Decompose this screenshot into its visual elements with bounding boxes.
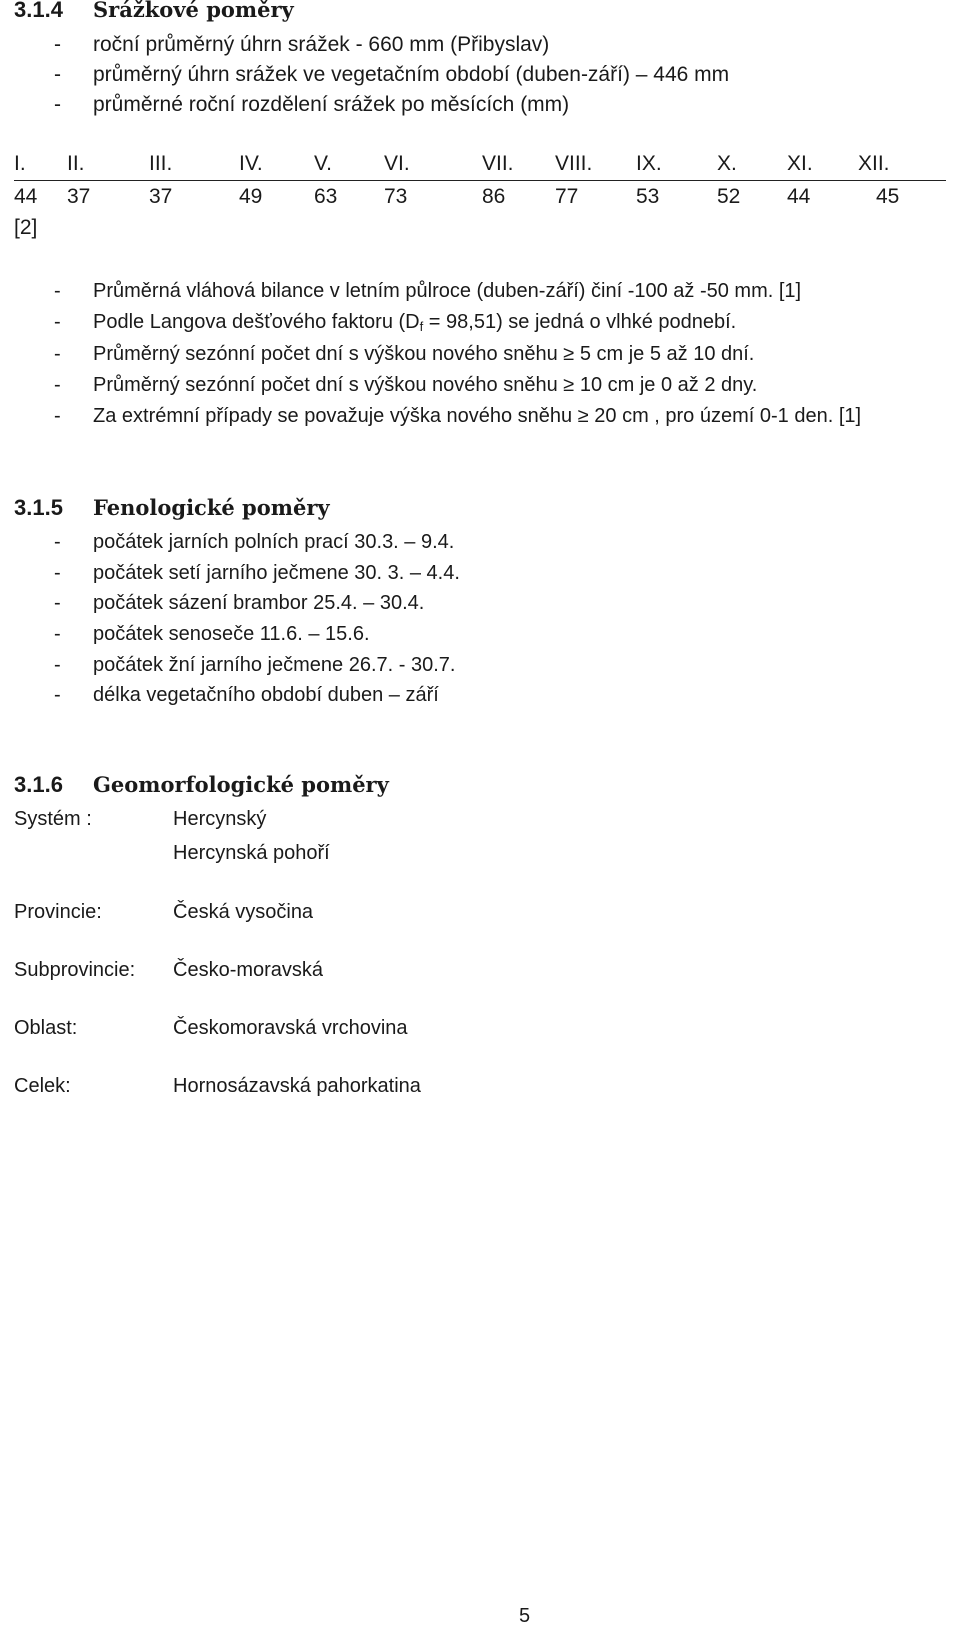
geo-label: Provincie: xyxy=(14,901,102,923)
month-value: 44 xyxy=(787,185,811,208)
month-header: II. xyxy=(67,152,85,175)
list-dash: - xyxy=(54,623,61,645)
month-header: III. xyxy=(149,152,173,175)
month-header: XI. xyxy=(787,152,813,175)
geo-label: Subprovincie: xyxy=(14,959,136,981)
page-number: 5 xyxy=(519,1605,531,1627)
list-item-text: průměrné roční rozdělení srážek po měsících (mm) xyxy=(93,93,570,116)
month-value: 45 xyxy=(876,185,900,208)
geq-symbol: ≥ xyxy=(577,405,589,427)
month-value: 37 xyxy=(67,185,91,208)
month-header: I. xyxy=(14,152,26,175)
list-dash: - xyxy=(54,562,61,584)
list-item-text: počátek sázení brambor 25.4. – 30.4. xyxy=(93,592,425,614)
section-title: Geomorfologické poměry xyxy=(93,772,389,797)
list-item-text: počátek jarních polních prací 30.3. – 9.4. xyxy=(93,531,455,553)
climate-note: Průměrný sezónní počet dní s výškou nového sněhu ≥ 5 cm je 5 až 10 dní. xyxy=(93,343,755,365)
geo-value: Hornosázavská pahorkatina xyxy=(173,1075,421,1097)
list-item-text: roční průměrný úhrn srážek - 660 mm (Přibyslav) xyxy=(93,33,550,56)
list-dash: - xyxy=(54,93,61,116)
section-number: 3.1.4 xyxy=(14,0,63,22)
section-number: 3.1.6 xyxy=(14,772,63,797)
list-item-text: počátek senoseče 11.6. – 15.6. xyxy=(93,623,370,645)
month-header: IV. xyxy=(239,152,263,175)
geq-symbol: ≥ xyxy=(563,343,575,365)
list-dash: - xyxy=(54,63,61,86)
precip-table-header xyxy=(0,149,960,179)
list-item-text: průměrný úhrn srážek ve vegetačním období (duben-září) – 446 mm xyxy=(93,63,730,86)
geo-label: Celek: xyxy=(14,1075,71,1097)
month-value: 86 xyxy=(482,185,506,208)
month-header: X. xyxy=(717,152,737,175)
list-dash: - xyxy=(54,531,61,553)
section-heading-geomorphology xyxy=(14,772,389,798)
geo-label: Oblast: xyxy=(14,1017,78,1039)
month-value: 52 xyxy=(717,185,741,208)
month-value: 77 xyxy=(555,185,579,208)
table-divider xyxy=(14,180,946,181)
month-header: VI. xyxy=(384,152,410,175)
list-dash: - xyxy=(54,33,61,56)
month-value: 73 xyxy=(384,185,408,208)
list-dash: - xyxy=(54,684,61,706)
month-header: VII. xyxy=(482,152,514,175)
list-item-text: počátek setí jarního ječmene 30. 3. – 4.4. xyxy=(93,562,460,584)
climate-note: Průměrný sezónní počet dní s výškou nového sněhu ≥ 10 cm je 0 až 2 dny. xyxy=(93,374,758,396)
climate-note: Podle Langova dešťového faktoru $(D_f = 98,51)$ se jedná o vlhké podnebí. xyxy=(93,311,737,334)
geo-value: Česko-moravská xyxy=(173,959,324,981)
month-value: 49 xyxy=(239,185,263,208)
geo-value: Českomoravská vrchovina xyxy=(173,1017,408,1039)
section-title: Srážkové poměry xyxy=(93,0,294,22)
list-dash: - xyxy=(54,311,61,333)
list-item-text: délka vegetačního období duben – září xyxy=(93,684,439,706)
geo-value: Hercynská pohoří xyxy=(173,842,330,864)
month-header: VIII. xyxy=(555,152,593,175)
geq-symbol: ≥ xyxy=(563,374,575,396)
geo-label: Systém : xyxy=(14,808,92,830)
climate-note: Za extrémní případy se považuje výška nového sněhu ≥ 20 cm , pro území 0-1 den. [1] xyxy=(93,405,862,427)
month-value: 63 xyxy=(314,185,338,208)
climate-note: Průměrná vláhová bilance v letním půlroce (duben-září) činí -100 až -50 mm. [1] xyxy=(93,280,802,302)
geo-value: Hercynský xyxy=(173,808,267,830)
list-dash: - xyxy=(54,654,61,676)
list-dash: - xyxy=(54,405,61,427)
list-dash: - xyxy=(54,374,61,396)
list-dash: - xyxy=(54,280,61,302)
section-title: Fenologické poměry xyxy=(93,495,330,520)
month-value: 37 xyxy=(149,185,173,208)
table-source-ref: [2] xyxy=(14,216,38,239)
month-header: XII. xyxy=(858,152,890,175)
list-dash: - xyxy=(54,592,61,614)
list-item-text: počátek žní jarního ječmene 26.7. - 30.7. xyxy=(93,654,456,676)
month-header: IX. xyxy=(636,152,662,175)
section-heading-phenology xyxy=(14,495,330,521)
precip-table-values xyxy=(0,182,960,212)
month-header: V. xyxy=(314,152,332,175)
month-value: 44 xyxy=(14,185,38,208)
section-heading-precipitation xyxy=(14,0,294,23)
list-dash: - xyxy=(54,343,61,365)
month-value: 53 xyxy=(636,185,660,208)
geo-value: Česká vysočina xyxy=(173,901,314,923)
section-number: 3.1.5 xyxy=(14,495,63,520)
